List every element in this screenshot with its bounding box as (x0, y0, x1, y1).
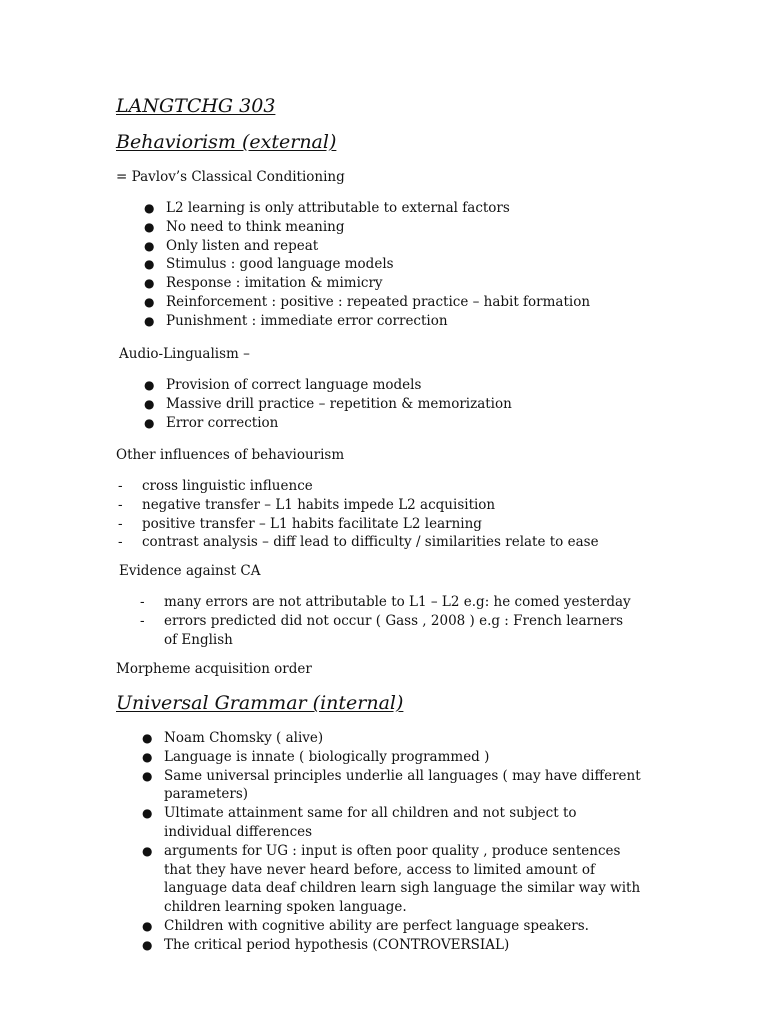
list-item: ● Massive drill practice – repetition & memorization (144, 395, 512, 412)
behaviorism-list (144, 199, 591, 331)
universal-grammar-heading: Universal Grammar (internal) (116, 692, 404, 714)
other-influences-list (118, 477, 599, 552)
list-item: ● Only listen and repeat (144, 237, 319, 254)
bullet-icon: ● (142, 749, 153, 764)
bullet-icon: ● (144, 238, 155, 253)
dash-marker: - (118, 496, 123, 513)
list-item: - errors predicted did not occur ( Gass , 2008 ) e.g : French learners of English (140, 612, 624, 648)
bullet-icon: ● (144, 294, 155, 309)
bullet-icon: ● (144, 313, 155, 328)
list-item: ● arguments for UG : input is often poor quality , produce sentences that they have never heard before, access to limited amount of language data deaf children learn sigh language the similar way with children learning spoken language. (142, 842, 641, 916)
list-item: ● Response : imitation & mimicry (144, 275, 383, 292)
bullet-icon: ● (144, 219, 155, 234)
list-item: ● Punishment : immediate error correction (144, 312, 448, 329)
bullet-icon: ● (144, 257, 155, 272)
list-item: ● No need to think meaning (144, 218, 345, 235)
list-item: ● Reinforcement : positive : repeated practice – habit formation (144, 293, 591, 310)
universal-grammar-list (142, 729, 642, 955)
list-item: ● Ultimate attainment same for all children and not subject to individual differences (142, 805, 577, 840)
dash-marker: - (140, 594, 145, 610)
list-item: ● Provision of correct language models (144, 377, 422, 393)
bullet-icon: ● (142, 731, 153, 745)
dash-marker: - (140, 612, 145, 629)
dash-marker: - (118, 534, 123, 551)
evidence-list (140, 593, 631, 649)
list-item: - negative transfer – L1 habits impede L2 acquisition (118, 496, 496, 513)
audio-lingualism-list (144, 376, 512, 432)
bullet-icon: ● (142, 918, 153, 933)
bullet-icon: ● (144, 276, 155, 291)
list-item: ● Language is innate ( biologically programmed ) (142, 748, 490, 765)
list-item: - many errors are not attributable to L1 – L2 e.g: he comed yesterday (140, 594, 631, 610)
bullet-icon: ● (142, 768, 153, 783)
list-item: ● Stimulus : good language models (144, 256, 394, 273)
bullet-icon: ● (144, 201, 155, 215)
morpheme-line: Morpheme acquisition order (116, 661, 312, 677)
list-item: ● L2 learning is only attributable to external factors (144, 200, 510, 216)
evidence-heading: Evidence against CA (119, 563, 261, 579)
list-item: ● Error correction (144, 414, 279, 431)
dash-marker: - (118, 478, 123, 494)
bullet-icon: ● (144, 396, 155, 411)
list-item: ● Same universal principles underlie all languages ( may have different parameters) (142, 767, 641, 803)
pavlov-line: = Pavlov’s Classical Conditioning (116, 169, 345, 185)
dash-marker: - (118, 515, 123, 532)
bullet-icon: ● (142, 937, 153, 952)
list-item: - positive transfer – L1 habits facilitate L2 learning (118, 515, 482, 532)
list-item: - contrast analysis – diff lead to difficulty / similarities relate to ease (118, 534, 599, 551)
bullet-icon: ● (142, 806, 153, 821)
list-item: ● Children with cognitive ability are perfect language speakers. (142, 917, 589, 934)
behaviorism-heading: Behaviorism (external) (116, 131, 337, 153)
course-title: LANGTCHG 303 (116, 95, 276, 117)
list-item: ● The critical period hypothesis (CONTROVERSIAL) (142, 936, 510, 953)
other-influences-heading: Other influences of behaviourism (116, 447, 345, 463)
list-item: - cross linguistic influence (118, 478, 313, 494)
list-item: ● Noam Chomsky ( alive) (142, 730, 324, 746)
bullet-icon: ● (142, 843, 153, 858)
audio-lingualism-heading: Audio-Lingualism – (119, 346, 250, 362)
bullet-icon: ● (144, 415, 155, 430)
bullet-icon: ● (144, 378, 155, 392)
